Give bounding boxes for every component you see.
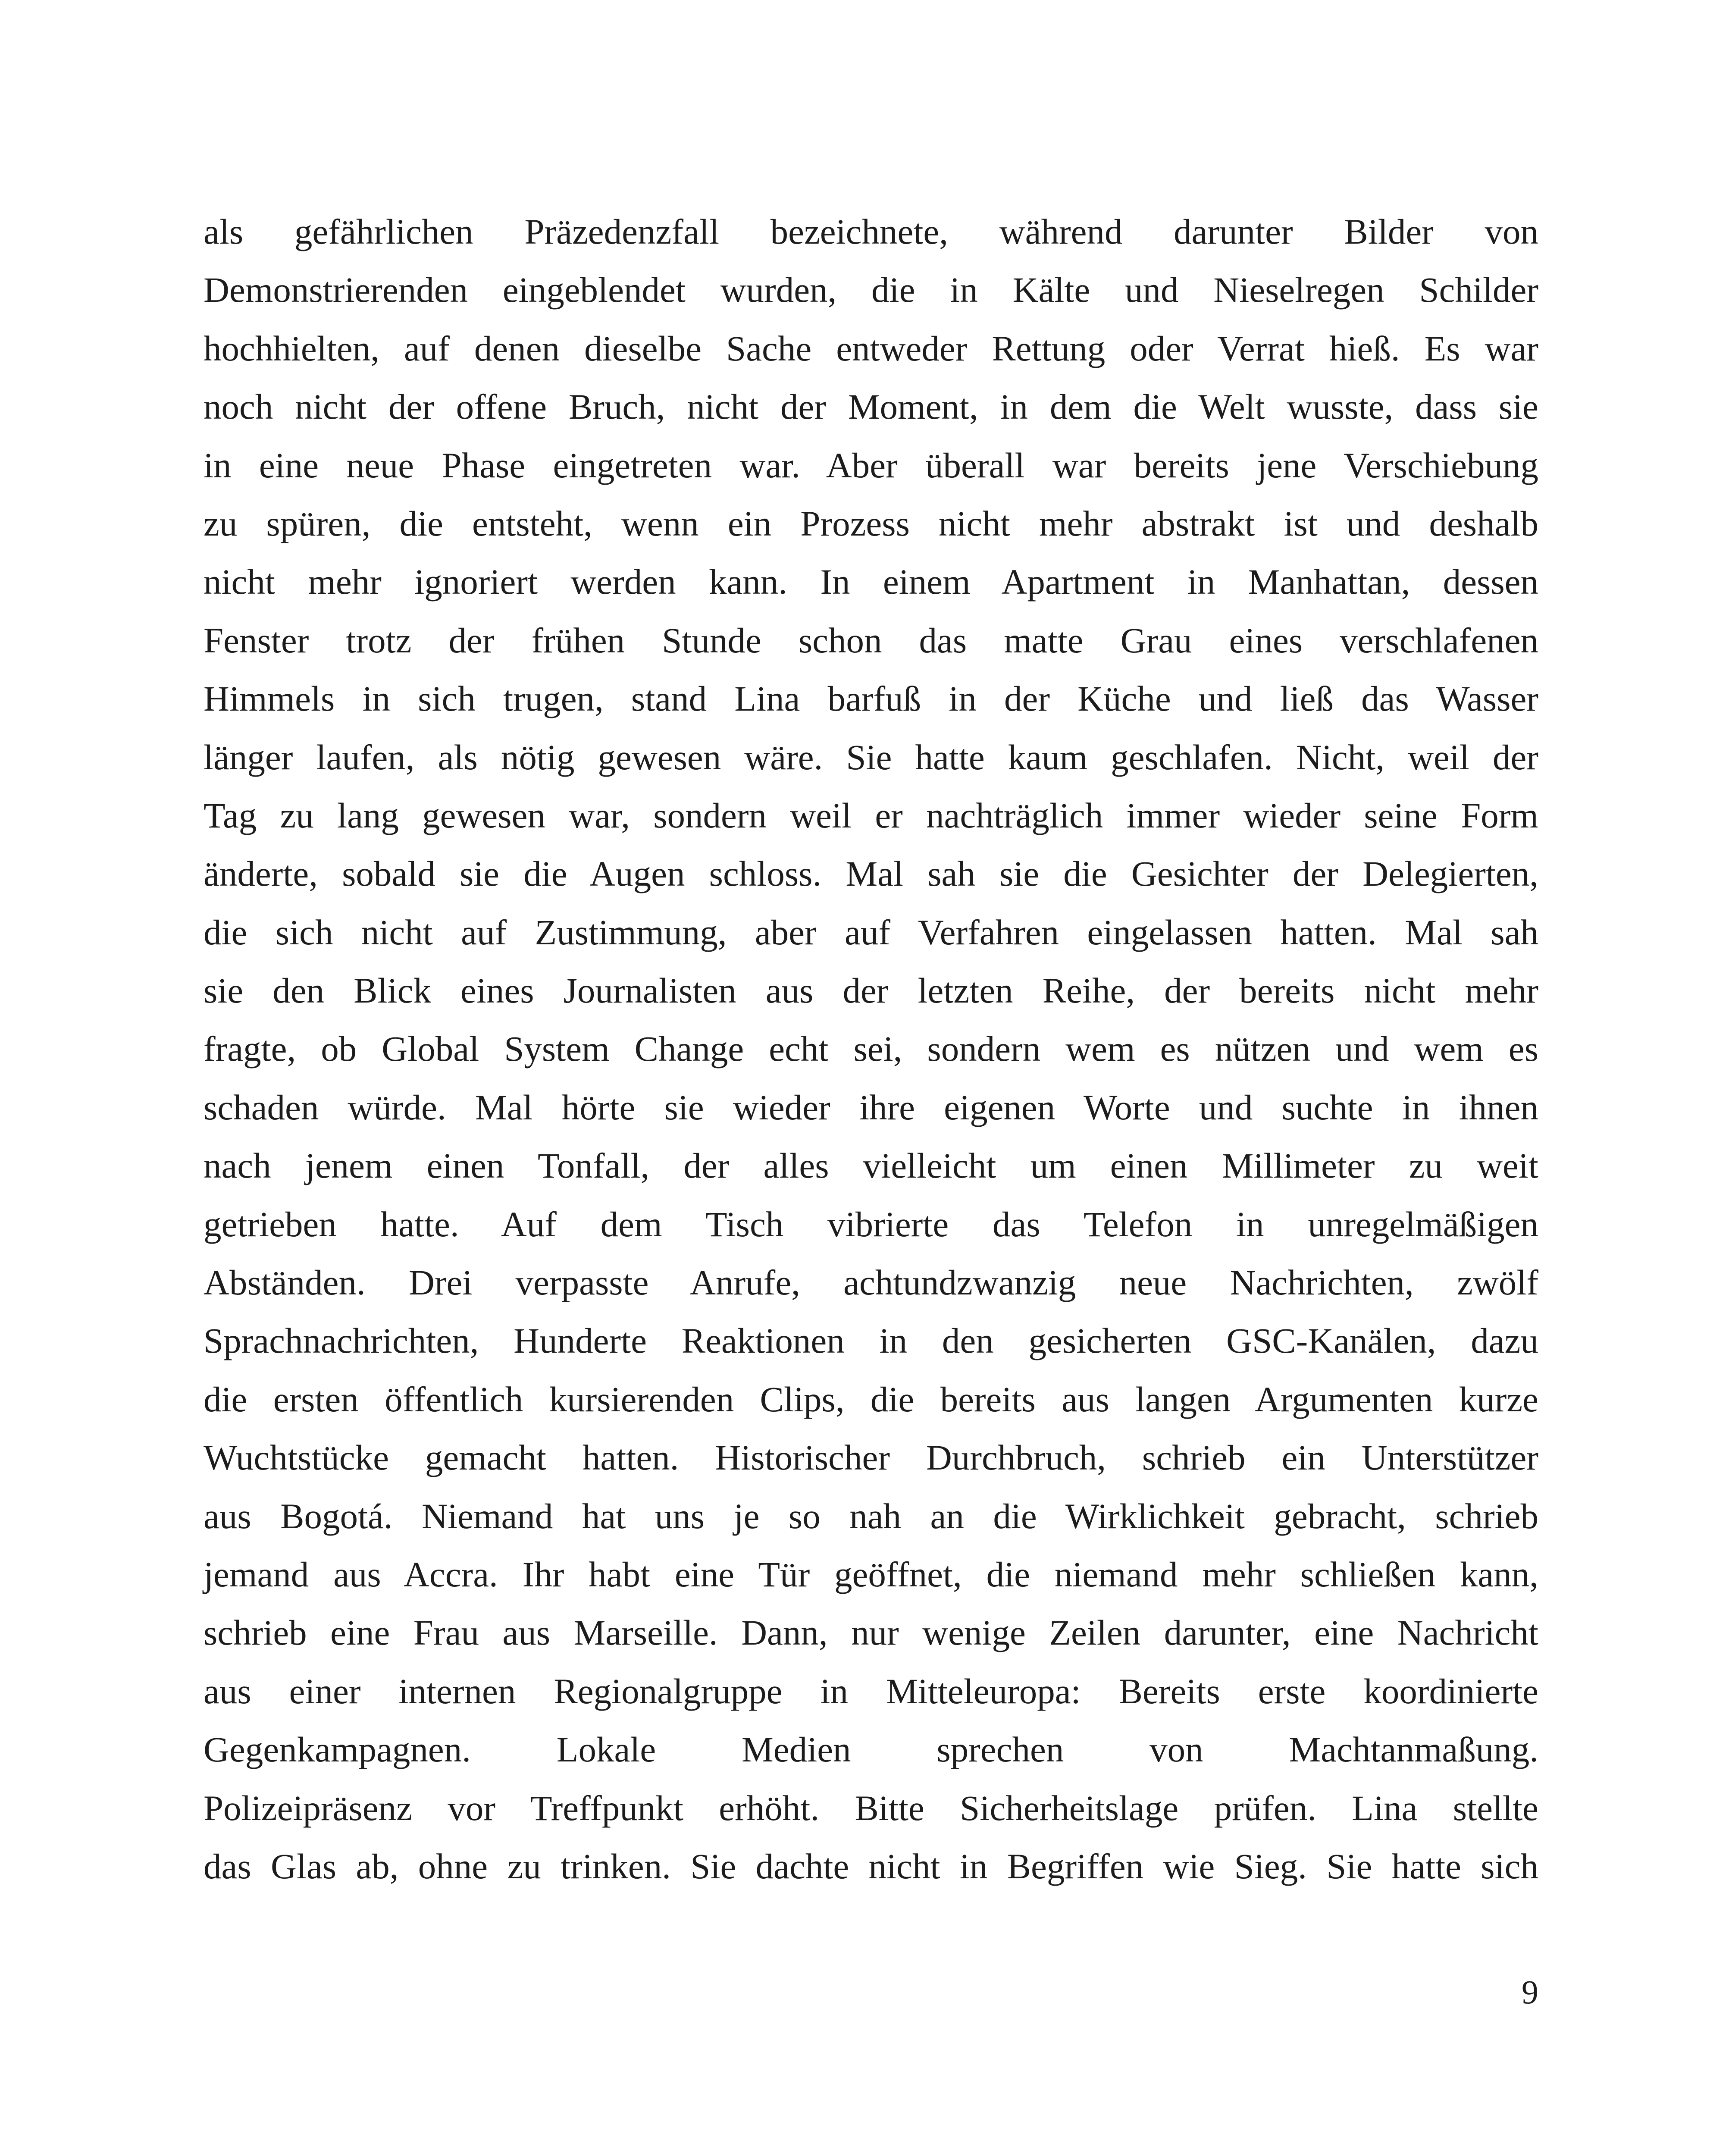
text-line: hochhielten, auf denen dieselbe Sache entweder Rettung oder Verrat hieß. Es war (204, 328, 1538, 368)
text-line: schaden würde. Mal hörte sie wieder ihre eigenen Worte und suchte in ihnen (204, 1087, 1538, 1127)
text-line: Gegenkampagnen. Lokale Medien sprechen von Machtanmaßung. (204, 1730, 1538, 1770)
text-line: änderte, sobald sie die Augen schloss. Mal sah sie die Gesichter der Delegierten, (204, 854, 1538, 894)
text-line: als gefährlichen Präzedenzfall bezeichnete, während darunter Bilder von (204, 212, 1538, 251)
text-line: in eine neue Phase eingetreten war. Aber überall war bereits jene Verschiebung (204, 445, 1538, 485)
text-line: nach jenem einen Tonfall, der alles vielleicht um einen Millimeter zu weit (204, 1146, 1538, 1186)
text-line: aus Bogotá. Niemand hat uns je so nah an die Wirklichkeit gebracht, schrieb (204, 1496, 1538, 1536)
text-line: länger laufen, als nötig gewesen wäre. Sie hatte kaum geschlafen. Nicht, weil der (204, 737, 1538, 777)
text-line: die sich nicht auf Zustimmung, aber auf Verfahren eingelassen hatten. Mal sah (204, 912, 1538, 952)
text-line: fragte, ob Global System Change echt sei, sondern wem es nützen und wem es (204, 1029, 1538, 1069)
text-line: noch nicht der offene Bruch, nicht der Moment, in dem die Welt wusste, dass sie (204, 387, 1538, 427)
text-line: sie den Blick eines Journalisten aus der letzten Reihe, der bereits nicht mehr (204, 971, 1538, 1011)
text-line: Abständen. Drei verpasste Anrufe, achtundzwanzig neue Nachrichten, zwölf (204, 1263, 1538, 1303)
text-line: zu spüren, die entsteht, wenn ein Prozess nicht mehr abstrakt ist und deshalb (204, 503, 1538, 543)
text-line: getrieben hatte. Auf dem Tisch vibrierte das Telefon in unregelmäßigen (204, 1204, 1538, 1244)
text-line: schrieb eine Frau aus Marseille. Dann, nur wenige Zeilen darunter, eine Nachricht (204, 1613, 1538, 1653)
text-line: Demonstrierenden eingeblendet wurden, die in Kälte und Nieselregen Schilder (204, 270, 1538, 310)
text-line: Fenster trotz der frühen Stunde schon das matte Grau eines verschlafenen (204, 620, 1538, 660)
text-line: die ersten öffentlich kursierenden Clips, die bereits aus langen Argumenten kurze (204, 1379, 1538, 1419)
text-line: jemand aus Accra. Ihr habt eine Tür geöffnet, die niemand mehr schließen kann, (204, 1554, 1538, 1594)
text-line: Wuchtstücke gemacht hatten. Historischer Durchbruch, schrieb ein Unterstützer (204, 1438, 1538, 1478)
text-line: Sprachnachrichten, Hunderte Reaktionen in den gesicherten GSC-Kanälen, dazu (204, 1321, 1538, 1361)
text-line: Himmels in sich trugen, stand Lina barfuß in der Küche und ließ das Wasser (204, 679, 1538, 719)
text-line: aus einer internen Regionalgruppe in Mitteleuropa: Bereits erste koordinierte (204, 1671, 1538, 1711)
text-line: Tag zu lang gewesen war, sondern weil er nachträglich immer wieder seine Form (204, 795, 1538, 835)
text-line: das Glas ab, ohne zu trinken. Sie dachte nicht in Begriffen wie Sieg. Sie hatte sich (204, 1846, 1538, 1886)
page-number: 9 (1522, 1973, 1538, 2011)
text-line: nicht mehr ignoriert werden kann. In einem Apartment in Manhattan, dessen (204, 562, 1538, 602)
body-text (204, 203, 1538, 1896)
text-line: Polizeipräsenz vor Treffpunkt erhöht. Bitte Sicherheitslage prüfen. Lina stellte (204, 1788, 1538, 1828)
